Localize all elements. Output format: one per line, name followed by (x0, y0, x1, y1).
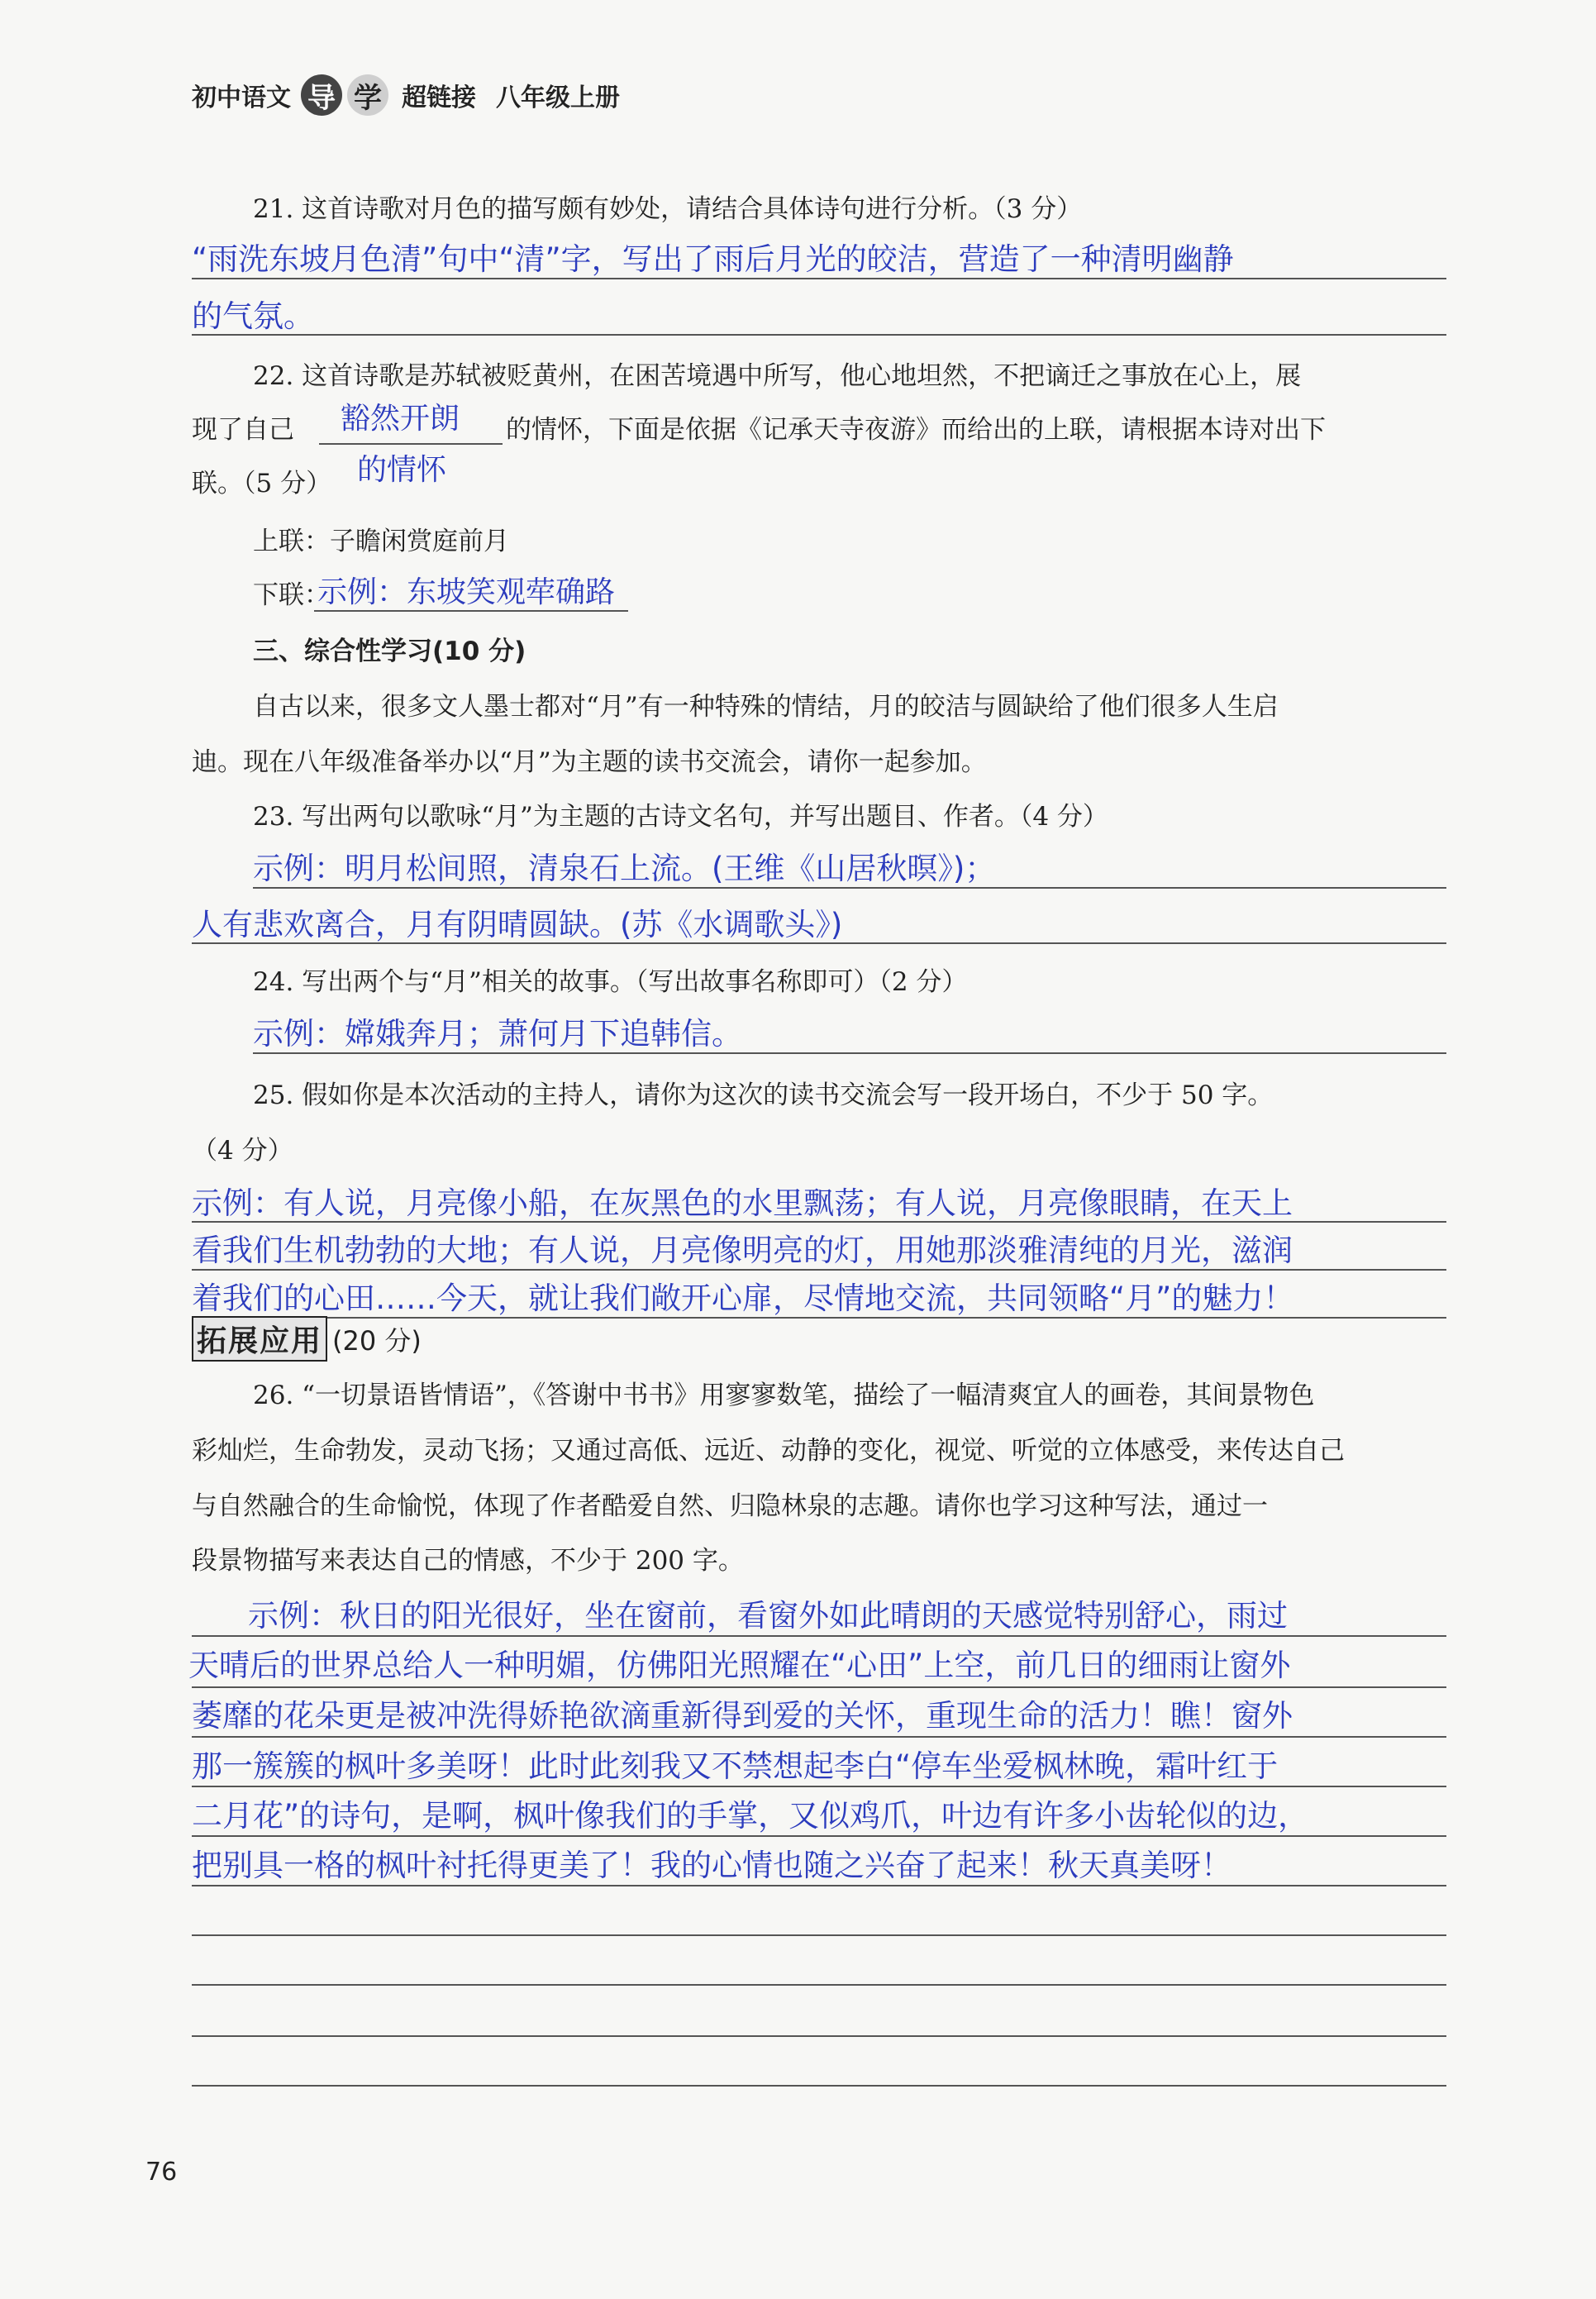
extension-heading (192, 1316, 422, 1362)
header-subject: 初中语文 (192, 83, 291, 112)
q21-question: 21. 这首诗歌对月色的描写颇有妙处，请结合具体诗句进行分析。（3 分） (253, 194, 1083, 224)
q26-answer-line: 萎靡的花朵更是被冲洗得娇艳欲滴重新得到爱的关怀，重现生命的活力！瞧！窗外 (192, 1698, 1293, 1734)
header-dao-badge: 导 (301, 74, 342, 116)
blank-line (314, 610, 628, 612)
q26-line4: 段景物描写来表达自己的情感，不少于 200 字。 (192, 1546, 744, 1576)
section3-intro-line1: 自古以来，很多文人墨士都对“月”有一种特殊的情结，月的皎洁与圆缺给了他们很多人生启 (253, 692, 1279, 722)
q21-answer-line1: “雨洗东坡月色清”句中“清”字，写出了雨后月光的皎洁，营造了一种清明幽静 (192, 241, 1234, 277)
extension-points: (20 分) (332, 1324, 422, 1357)
answer-line (192, 1269, 1446, 1271)
answer-line (192, 1835, 1446, 1837)
q23-answer-line2: 人有悲欢离合，月有阴晴圆缺。(苏《水调歌头》) (192, 907, 843, 942)
answer-line (192, 2035, 1446, 2037)
q24-answer: 示例：嫦娥奔月；萧何月下追韩信。 (253, 1016, 742, 1052)
q22-lower-answer: 示例：东坡笑观荦确路 (317, 575, 616, 609)
header-series: 超链接 (402, 83, 476, 112)
answer-line (192, 278, 1446, 279)
q26-answer-line: 那一簇簇的枫叶多美呀！此时此刻我又不禁想起李白“停车坐爱枫林晚，霜叶红于 (192, 1748, 1279, 1784)
answer-line (253, 887, 1446, 889)
q23-answer-line1: 示例：明月松间照，清泉石上流。(王维《山居秋暝》)； (253, 851, 996, 886)
q22-blank-answer-1: 豁然开朗 (341, 402, 460, 436)
q22-blank-answer-2: 的情怀 (357, 453, 447, 487)
q22-lower-label: 下联： (253, 580, 330, 610)
answer-line (192, 334, 1446, 336)
q22-line2-post: 的情怀，下面是依据《记承天寺夜游》而给出的上联，请根据本诗对出下 (506, 415, 1326, 445)
answer-line (192, 942, 1446, 944)
answer-line (192, 1934, 1446, 1936)
q26-line2: 彩灿烂，生命勃发，灵动飞扬；又通过高低、远近、动静的变化，视觉、听觉的立体感受，来传达自己 (192, 1436, 1345, 1466)
q23-question: 23. 写出两句以歌咏“月”为主题的古诗文名句，并写出题目、作者。（4 分） (253, 802, 1108, 832)
page-number: 76 (145, 2158, 178, 2187)
header-xue-badge: 学 (347, 74, 388, 116)
book-header (192, 74, 620, 116)
q26-answer-line: 把别具一格的枫叶衬托得更美了！我的心情也随之兴奋了起来！秋天真美呀！ (192, 1848, 1232, 1883)
section3-title: 三、综合性学习(10 分) (253, 637, 526, 666)
q25-answer-line3: 着我们的心田……今天，就让我们敞开心扉，尽情地交流，共同领略“月”的魅力！ (192, 1281, 1294, 1316)
answer-line (192, 1984, 1446, 1986)
answer-line (192, 1736, 1446, 1738)
q25-answer-line1: 示例：有人说，月亮像小船，在灰黑色的水里飘荡；有人说，月亮像眼睛，在天上 (192, 1185, 1293, 1221)
q26-line3: 与自然融合的生命愉悦，体现了作者酷爱自然、归隐林泉的志趣。请你也学习这种写法，通过一 (192, 1491, 1268, 1521)
answer-line (192, 2085, 1446, 2087)
answer-line (192, 1885, 1446, 1886)
q22-line2-pre: 现了自己 (192, 415, 294, 445)
answer-line (192, 1221, 1446, 1223)
answer-line (192, 1786, 1446, 1787)
q26-answer-line: 示例：秋日的阳光很好，坐在窗前，看窗外如此晴朗的天感觉特别舒心，雨过 (248, 1598, 1288, 1634)
q21-answer-line2: 的气氛。 (192, 298, 314, 334)
q25-answer-line2: 看我们生机勃勃的大地；有人说，月亮像明亮的灯，用她那淡雅清纯的月光，滋润 (192, 1233, 1293, 1268)
q26-answer-line: 天晴后的世界总给人一种明媚，仿佛阳光照耀在“心田”上空，前几日的细雨让窗外 (188, 1648, 1291, 1683)
blank-line (319, 443, 503, 445)
q22-upper-couplet: 上联：子瞻闲赏庭前月 (253, 527, 509, 556)
q22-line3: 联。（5 分） (192, 469, 332, 498)
q25-question-line1: 25. 假如你是本次活动的主持人，请你为这次的读书交流会写一段开场白，不少于 50 字。 (253, 1080, 1274, 1110)
q26-line1: 26. “一切景语皆情语”，《答谢中书书》用寥寥数笔，描绘了一幅清爽宜人的画卷，其间景物色 (253, 1381, 1315, 1410)
answer-line (192, 1686, 1446, 1688)
answer-line (192, 1635, 1446, 1637)
extension-title: 拓展应用 (192, 1316, 327, 1362)
section3-intro-line2: 迪。现在八年级准备举办以“月”为主题的读书交流会，请你一起参加。 (192, 747, 987, 777)
header-grade: 八年级上册 (496, 83, 620, 112)
q22-line1: 22. 这首诗歌是苏轼被贬黄州，在困苦境遇中所写，他心地坦然，不把谪迁之事放在心上，展 (253, 361, 1302, 391)
q26-answer-line: 二月花”的诗句，是啊，枫叶像我们的手掌，又似鸡爪，叶边有许多小齿轮似的边， (192, 1798, 1309, 1834)
q24-question: 24. 写出两个与“月”相关的故事。（写出故事名称即可）（2 分） (253, 967, 968, 997)
answer-line (253, 1052, 1446, 1054)
q25-question-line2: （4 分） (192, 1136, 293, 1166)
